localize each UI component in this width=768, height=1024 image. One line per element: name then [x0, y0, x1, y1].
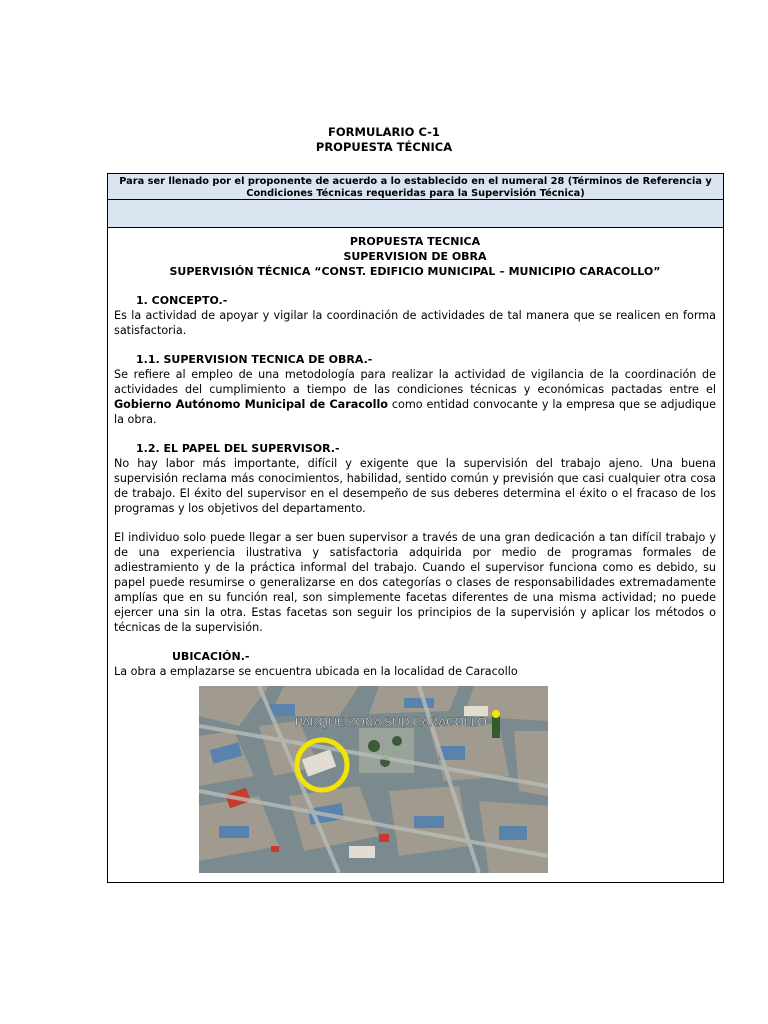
form-title: PROPUESTA TÉCNICA: [315, 140, 453, 154]
proposal-subtitle: SUPERVISION DE OBRA: [343, 250, 487, 263]
section-1-1-text: Se refiere al empleo de una metodología para realizar la actividad de vigilancia de la coordinación de actividades del cumplimiento a tiempo de las condiciones técnicas y económicas pactadas entre el Gobierno Autónomo Municipal de Caracollo como entidad convocante y la empresa que se adjudique la obra.: [114, 368, 716, 426]
instruction-row: Para ser llenado por el proponente de acuerdo a lo establecido en el numeral 28 (Términos de Referencia y Condiciones Técnicas requeridas para la Supervisión Técnica): [108, 174, 723, 200]
project-title: SUPERVISIÓN TÉCNICA “CONST. EDIFICIO MUNICIPAL – MUNICIPIO CARACOLLO”: [169, 265, 661, 278]
section-1-2-text: No hay labor más importante, difícil y exigente que la supervisión del trabajo ajeno. Una buena supervisión reclama más conocimientos, habilidad, sentido común y previsión que casi cualquier otra cosa de trabajo. El éxito del supervisor en el desempeño de sus deberes determina el éxito o el fracaso de los programas y los objetivos del departamento.: [114, 457, 716, 515]
section-1-2-heading: 1.2. EL PAPEL DEL SUPERVISOR.-: [136, 442, 340, 455]
section-ubicacion-heading: UBICACIÓN.-: [172, 650, 250, 663]
section-1-2-text-2: El individuo solo puede llegar a ser buen supervisor a través de una gran dedicación a tan difícil trabajo y de una experiencia ilustrativa y satisfactoria adquirida por medio de programas formales de adiestramiento y de la práctica informal del trabajo. Cuando el supervisor funciona como es debido, su papel puede resumirse o generalizarse en dos categorías o clases de responsabilidades extremadamente amplías que en su función real, son simplemente facetas diferentes de una misma actividad; no puede ejercer una sin la otra. Estas facetas son seguir los principios de la supervisión y aplicar los métodos o técnicas de la supervisión.: [114, 531, 716, 634]
section-concepto-text: Es la actividad de apoyar y vigilar la coordinación de actividades de tal manera que se realicen en forma satisfactoria.: [114, 309, 716, 337]
section-1-1-heading: 1.1. SUPERVISION TECNICA DE OBRA.-: [136, 353, 373, 366]
proposal-box: [107, 173, 724, 883]
pin-icon: [492, 710, 500, 718]
entity-name: Gobierno Autónomo Municipal de Caracollo: [114, 398, 388, 411]
blank-row: [108, 200, 723, 228]
section-ubicacion-text: La obra a emplazarse se encuentra ubicada en la localidad de Caracollo: [114, 665, 518, 678]
form-code: FORMULARIO C-1: [328, 125, 440, 139]
location-satellite-image: [199, 686, 548, 873]
map-label: PARQUE ZONA SUD CARACOLLO: [295, 715, 487, 729]
proposal-content: [114, 234, 716, 679]
form-header: [0, 125, 768, 155]
proposal-title: PROPUESTA TECNICA: [349, 235, 481, 248]
section-concepto-heading: 1. CONCEPTO.-: [136, 294, 228, 307]
